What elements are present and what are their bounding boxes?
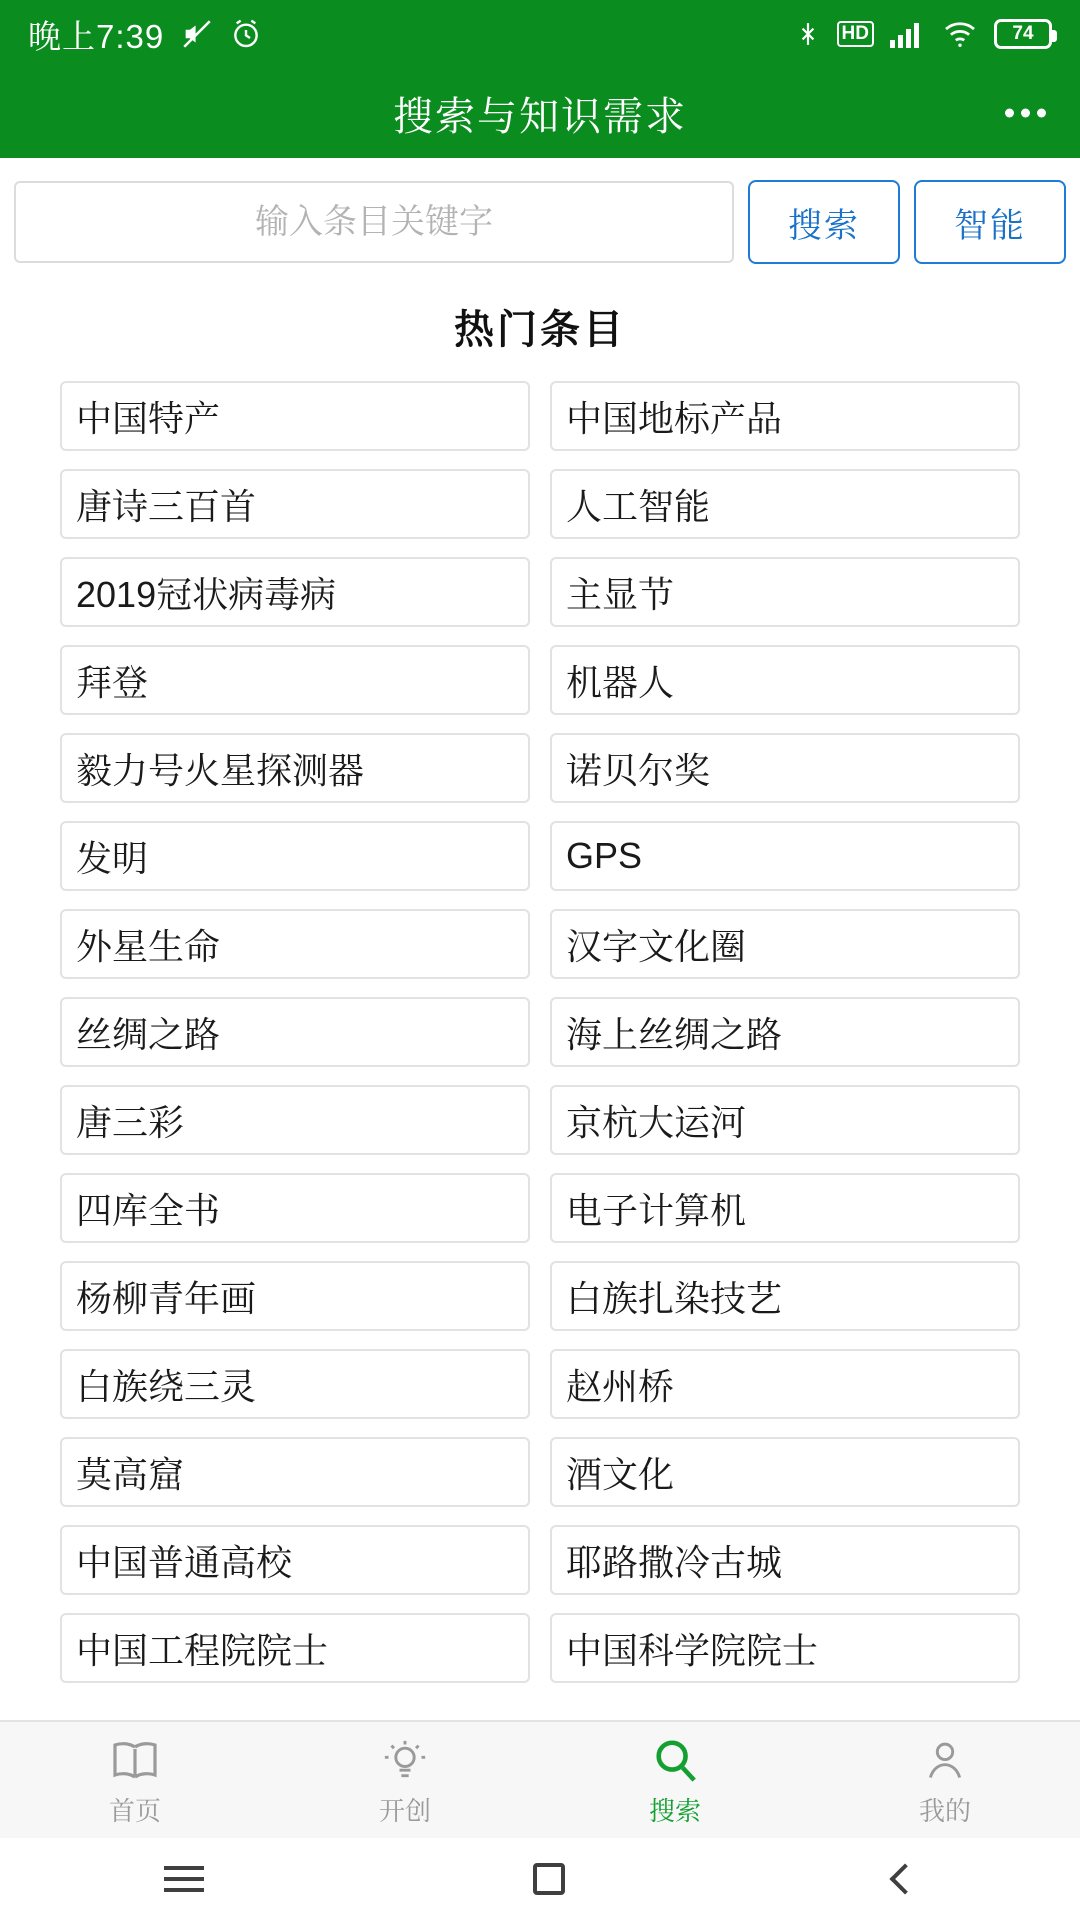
list-item[interactable]: 唐诗三百首 [60, 469, 530, 539]
alarm-icon [230, 18, 262, 50]
list-item[interactable]: 毅力号火星探测器 [60, 733, 530, 803]
list-item[interactable]: 人工智能 [550, 469, 1020, 539]
page-title: 搜索与知识需求 [393, 94, 687, 139]
tab-label: 我的 [918, 1795, 971, 1826]
magnifier-icon [651, 1733, 699, 1783]
tab-label: 首页 [108, 1795, 161, 1826]
tab-label: 搜索 [648, 1795, 701, 1826]
list-item[interactable]: 汉字文化圈 [550, 909, 1020, 979]
smart-search-button[interactable]: 智能 [914, 180, 1066, 264]
list-item[interactable]: 中国工程院院士 [60, 1613, 530, 1683]
list-item[interactable]: 耶路撒冷古城 [550, 1525, 1020, 1595]
bottom-tab-bar [0, 1720, 1080, 1838]
more-options-icon[interactable] [1005, 109, 1046, 118]
tab-label: 开创 [378, 1795, 431, 1826]
list-item[interactable]: 唐三彩 [60, 1085, 530, 1155]
hot-entries-grid [0, 381, 1080, 1683]
hot-entries-title: 热门条目 [454, 308, 626, 352]
status-bar-left [28, 11, 262, 58]
search-row [0, 158, 1080, 280]
list-item[interactable]: 京杭大运河 [550, 1085, 1020, 1155]
list-item[interactable]: 外星生命 [60, 909, 530, 979]
list-item[interactable]: 中国地标产品 [550, 381, 1020, 451]
tab-home[interactable] [0, 1722, 270, 1838]
hd-icon: HD [837, 21, 874, 47]
list-item[interactable]: 海上丝绸之路 [550, 997, 1020, 1067]
list-item[interactable]: 中国普通高校 [60, 1525, 530, 1595]
app-bar [0, 68, 1080, 158]
bluetooth-icon [795, 19, 821, 49]
back-icon[interactable] [889, 1863, 920, 1894]
status-time: 晚上7:39 [28, 17, 165, 55]
book-icon [109, 1733, 161, 1783]
list-item[interactable]: 酒文化 [550, 1437, 1020, 1507]
list-item[interactable]: 中国科学院院士 [550, 1613, 1020, 1683]
list-item[interactable]: 杨柳青年画 [60, 1261, 530, 1331]
list-item[interactable]: GPS [550, 821, 1020, 891]
tab-mine[interactable] [810, 1722, 1080, 1838]
search-input[interactable] [14, 181, 734, 263]
status-bar-right [795, 19, 1052, 49]
list-item[interactable]: 电子计算机 [550, 1173, 1020, 1243]
list-item[interactable]: 诺贝尔奖 [550, 733, 1020, 803]
list-item[interactable]: 莫高窟 [60, 1437, 530, 1507]
mute-icon [180, 17, 214, 51]
hot-entries-scroll-area[interactable] [0, 381, 1080, 1671]
wifi-icon [942, 20, 978, 48]
list-item[interactable]: 白族绕三灵 [60, 1349, 530, 1419]
search-button[interactable]: 搜索 [748, 180, 900, 264]
list-item[interactable]: 中国特产 [60, 381, 530, 451]
menu-icon[interactable] [164, 1859, 204, 1899]
signal-icon [890, 20, 926, 48]
battery-indicator: 74 [994, 19, 1052, 49]
list-item[interactable]: 四库全书 [60, 1173, 530, 1243]
list-item[interactable]: 拜登 [60, 645, 530, 715]
list-item[interactable]: 白族扎染技艺 [550, 1261, 1020, 1331]
list-item[interactable]: 发明 [60, 821, 530, 891]
list-item[interactable]: 2019冠状病毒病 [60, 557, 530, 627]
list-item[interactable]: 主显节 [550, 557, 1020, 627]
lightbulb-icon [381, 1733, 429, 1783]
home-square-icon[interactable] [533, 1863, 565, 1895]
list-item[interactable]: 丝绸之路 [60, 997, 530, 1067]
tab-create[interactable] [270, 1722, 540, 1838]
status-bar [0, 0, 1080, 68]
android-nav-bar [0, 1838, 1080, 1920]
person-icon [922, 1733, 968, 1783]
tab-search[interactable] [540, 1722, 810, 1838]
list-item[interactable]: 赵州桥 [550, 1349, 1020, 1419]
list-item[interactable]: 机器人 [550, 645, 1020, 715]
